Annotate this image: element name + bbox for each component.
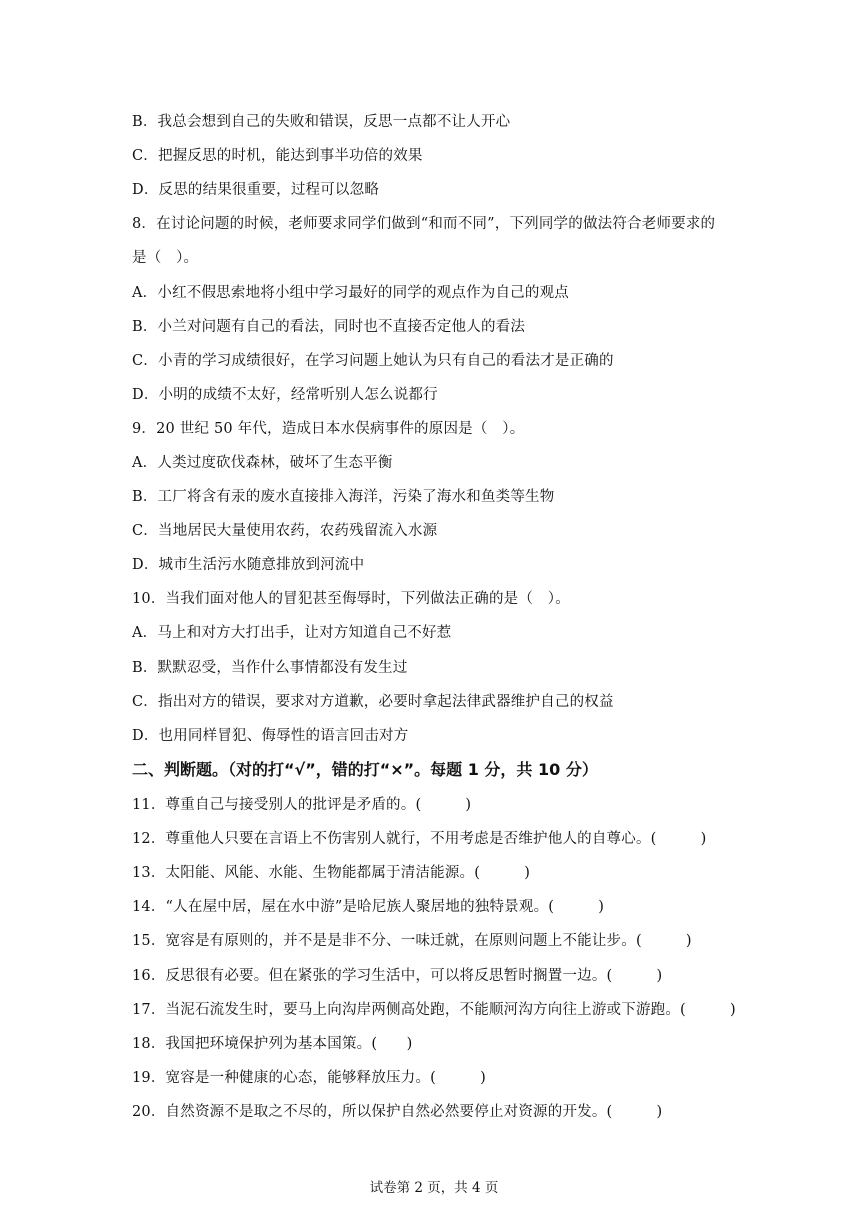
q14: 14．“人在屋中居，屋在水中游”是哈尼族人聚居地的独特景观。( ): [132, 899, 605, 915]
q17: 17．当泥石流发生时，要马上向沟岸两侧高处跑，不能顺河沟方向往上游或下游跑。( ): [132, 1002, 736, 1018]
q7-option-c: C．把握反思的时机，能达到事半功倍的效果: [132, 148, 423, 164]
q10-option-b: B．默默忍受，当作什么事情都没有发生过: [132, 660, 408, 676]
q9-option-a: A．人类过度砍伐森林，破坏了生态平衡: [132, 455, 393, 471]
q12: 12．尊重他人只要在言语上不伤害别人就行，不用考虑是否维护他人的自尊心。( ): [132, 831, 707, 847]
q10-option-d: D．也用同样冒犯、侮辱性的语言回击对方: [132, 728, 409, 744]
q8-stem-line-2: 是（ ）。: [132, 250, 199, 266]
q16: 16．反思很有必要。但在紧张的学习生活中，可以将反思暂时搁置一边。( ): [132, 968, 663, 984]
section-heading-judgment: 二、判断题。（对的打“√”，错的打“×”。每题 1 分，共 10 分）: [132, 760, 598, 779]
page-footer: 试卷第 2 页，共 4 页: [369, 1180, 499, 1196]
q10-option-c: C．指出对方的错误，要求对方道歉，必要时拿起法律武器维护自己的权益: [132, 694, 614, 710]
q18: 18．我国把环境保护列为基本国策。( ): [132, 1036, 413, 1052]
q9-option-c: C．当地居民大量使用农药，农药残留流入水源: [132, 523, 438, 539]
q9-option-b: B．工厂将含有汞的废水直接排入海洋，污染了海水和鱼类等生物: [132, 489, 555, 505]
q8-option-c: C．小青的学习成绩很好，在学习问题上她认为只有自己的看法才是正确的: [132, 353, 614, 369]
q11: 11．尊重自己与接受别人的批评是矛盾的。( ): [132, 797, 472, 813]
q8-option-a: A．小红不假思索地将小组中学习最好的同学的观点作为自己的观点: [132, 285, 569, 301]
q9-stem: 9．20 世纪 50 年代，造成日本水俣病事件的原因是（ ）。: [132, 421, 525, 437]
q7-option-b: B．我总会想到自己的失败和错误，反思一点都不让人开心: [132, 114, 511, 130]
q9-option-d: D．城市生活污水随意排放到河流中: [132, 557, 365, 573]
q20: 20．自然资源不是取之不尽的，所以保护自然必然要停止对资源的开发。( ): [132, 1104, 663, 1120]
q10-option-a: A．马上和对方大打出手，让对方知道自己不好惹: [132, 625, 452, 641]
q15: 15．宽容是有原则的，并不是是非不分、一味迁就，在原则问题上不能让步。( ): [132, 933, 692, 949]
q7-option-d: D．反思的结果很重要，过程可以忽略: [132, 182, 380, 198]
q8-option-b: B．小兰对问题有自己的看法，同时也不直接否定他人的看法: [132, 319, 526, 335]
q8-stem-line-1: 8．在讨论问题的时候，老师要求同学们做到“和而不同”，下列同学的做法符合老师要求的: [132, 216, 716, 232]
q10-stem: 10．当我们面对他人的冒犯甚至侮辱时，下列做法正确的是（ ）。: [132, 591, 570, 607]
q19: 19．宽容是一种健康的心态，能够释放压力。( ): [132, 1070, 486, 1086]
q13: 13．太阳能、风能、水能、生物能都属于清洁能源。( ): [132, 865, 531, 881]
q8-option-d: D．小明的成绩不太好，经常听别人怎么说都行: [132, 387, 438, 403]
